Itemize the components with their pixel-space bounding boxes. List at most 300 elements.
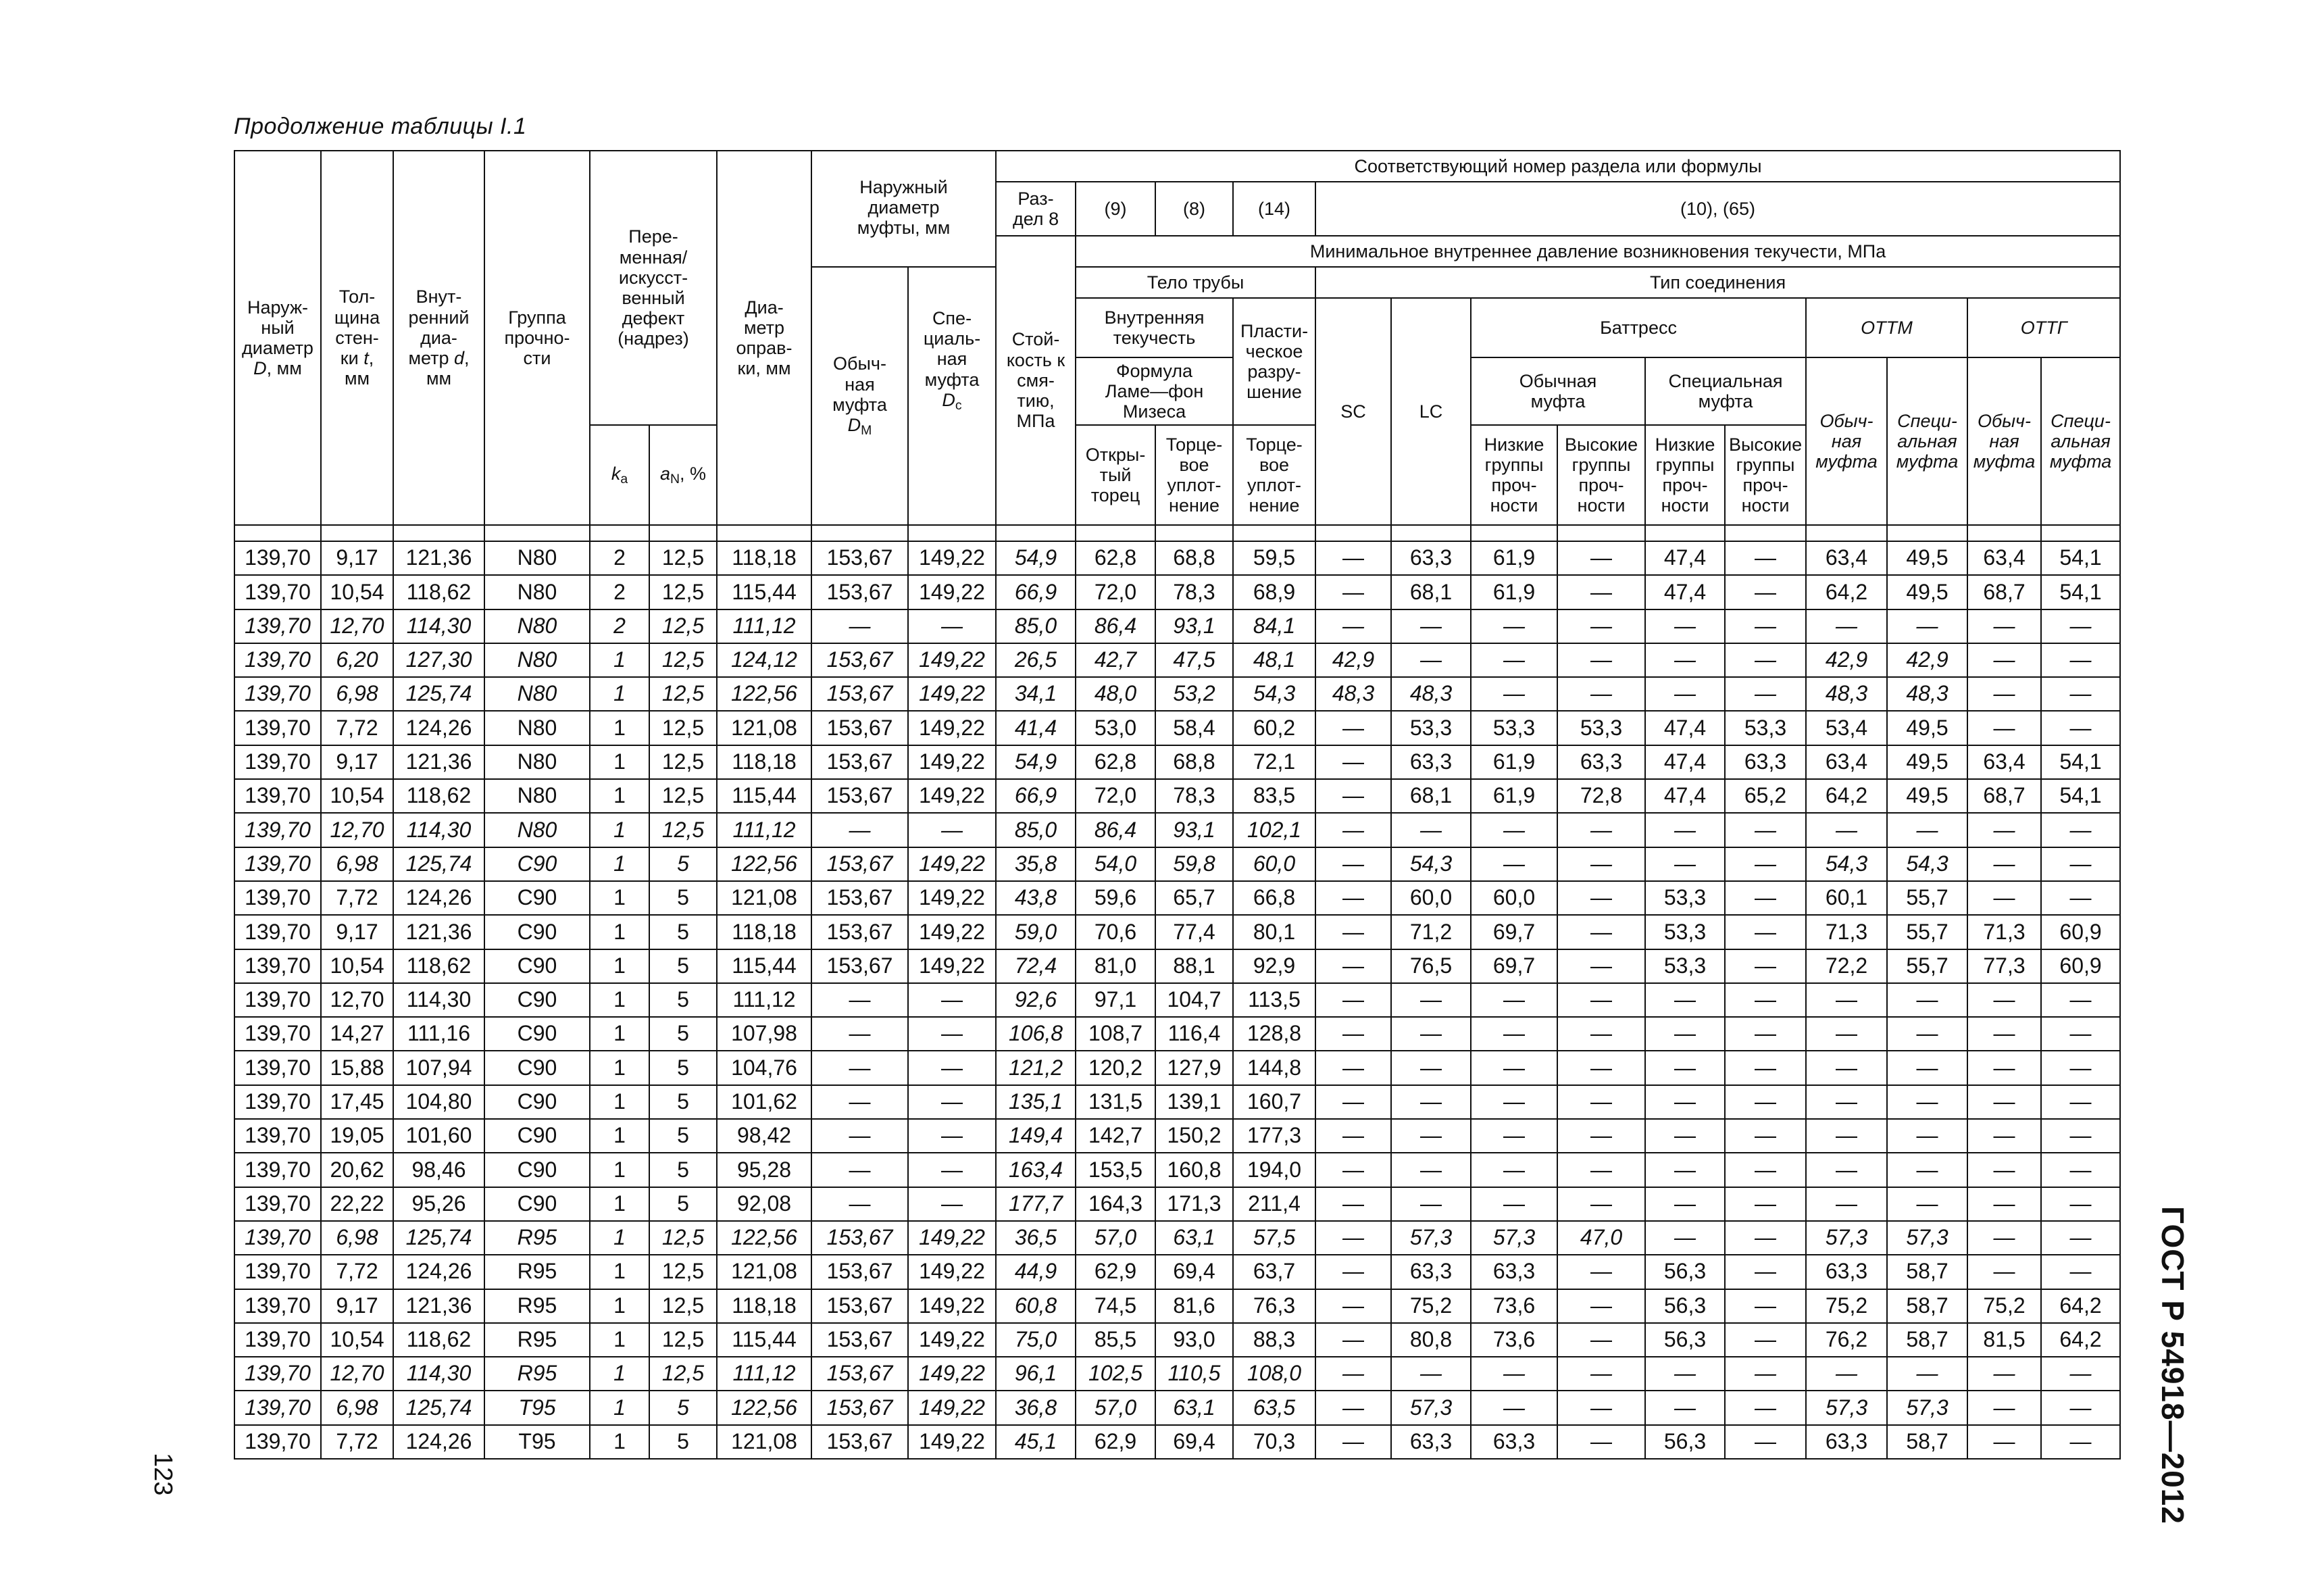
table-cell: — <box>811 609 908 643</box>
table-cell: — <box>1471 609 1557 643</box>
table-cell: 121,36 <box>393 1289 484 1323</box>
table-cell: 153,67 <box>811 847 908 881</box>
table-cell: — <box>1887 1153 1967 1187</box>
table-cell: 68,1 <box>1391 575 1471 609</box>
table-cell: 49,5 <box>1887 745 1967 779</box>
col-wall-thickness: Тол- щина стен- ки t, мм <box>321 151 393 525</box>
table-cell: 153,67 <box>811 1425 908 1459</box>
table-cell: 5 <box>649 1085 717 1119</box>
col-buttress-spec-high: Высокие группы проч- ности <box>1725 425 1806 525</box>
table-cell: 93,1 <box>1155 609 1233 643</box>
table-cell: 149,22 <box>908 1323 996 1357</box>
table-cell: 149,22 <box>908 1425 996 1459</box>
table-cell: 60,1 <box>1806 881 1887 915</box>
table-cell: 149,22 <box>908 779 996 813</box>
table-cell: — <box>1725 1119 1806 1153</box>
table-cell: 118,62 <box>393 949 484 983</box>
table-cell: — <box>1645 677 1725 711</box>
table-cell: — <box>1315 711 1391 745</box>
col-collapse: Стой- кость к смя- тию, МПа <box>996 236 1076 525</box>
table-cell: 63,4 <box>1967 745 2041 779</box>
table-cell: 59,8 <box>1155 847 1233 881</box>
table-cell: 61,9 <box>1471 541 1557 575</box>
table-cell: 12,5 <box>649 779 717 813</box>
table-cell: 72,2 <box>1806 949 1887 983</box>
table-cell: — <box>1725 813 1806 847</box>
table-cell: R95 <box>484 1221 590 1255</box>
table-cell: — <box>811 1153 908 1187</box>
table-cell: — <box>1887 1357 1967 1391</box>
table-cell: 59,6 <box>1076 881 1155 915</box>
table-cell: — <box>1315 745 1391 779</box>
col-an: $a_N$, % <box>649 425 717 525</box>
table-row <box>234 1323 2120 1357</box>
table-cell: 153,67 <box>811 1391 908 1424</box>
col-pipe-body: Тело трубы <box>1076 267 1315 298</box>
table-cell: 47,4 <box>1645 745 1725 779</box>
col-sc: SC <box>1315 298 1391 525</box>
table-cell: 57,0 <box>1076 1391 1155 1424</box>
table-cell: 54,3 <box>1887 847 1967 881</box>
table-row <box>234 1289 2120 1323</box>
table-cell: 63,3 <box>1391 541 1471 575</box>
table-cell: 1 <box>590 745 649 779</box>
table-cell: 114,30 <box>393 983 484 1017</box>
table-cell: 47,0 <box>1557 1221 1645 1255</box>
col-ottm-spec: Специ- альная муфта <box>1887 357 1967 525</box>
table-cell: 60,2 <box>1233 711 1315 745</box>
table-cell: 88,1 <box>1155 949 1233 983</box>
table-cell: 80,8 <box>1391 1323 1471 1357</box>
table-cell: 53,3 <box>1645 949 1725 983</box>
table-cell: T95 <box>484 1425 590 1459</box>
table-cell: 124,12 <box>717 643 811 677</box>
table-cell: 6,98 <box>321 1221 393 1255</box>
table-row <box>234 711 2120 745</box>
table-cell: — <box>2041 813 2120 847</box>
table-cell: 74,5 <box>1076 1289 1155 1323</box>
table-cell: 5 <box>649 1391 717 1424</box>
table-cell: 48,3 <box>1391 677 1471 711</box>
table-cell: 63,5 <box>1233 1391 1315 1424</box>
table-cell: — <box>1557 1187 1645 1221</box>
table-cell: — <box>1471 813 1557 847</box>
table-cell: C90 <box>484 1085 590 1119</box>
col-plastic: Пласти- ческое разру- шение <box>1233 298 1315 425</box>
table-row <box>234 1187 2120 1221</box>
table-cell: R95 <box>484 1289 590 1323</box>
table-cell: 63,3 <box>1806 1255 1887 1289</box>
table-cell: — <box>1391 983 1471 1017</box>
table-cell: — <box>1645 1085 1725 1119</box>
table-cell: 76,2 <box>1806 1323 1887 1357</box>
table-cell: N80 <box>484 745 590 779</box>
table-cell: 98,46 <box>393 1153 484 1187</box>
table-cell: — <box>1391 643 1471 677</box>
table-cell: 118,62 <box>393 1323 484 1357</box>
table-cell: 121,36 <box>393 541 484 575</box>
table-cell: 69,7 <box>1471 915 1557 949</box>
table-cell: — <box>1645 1051 1725 1084</box>
table-cell: — <box>1887 983 1967 1017</box>
table-cell: 62,8 <box>1076 541 1155 575</box>
table-cell: 41,4 <box>996 711 1076 745</box>
table-cell: — <box>1315 1255 1391 1289</box>
table-cell: 5 <box>649 881 717 915</box>
table-cell: 19,05 <box>321 1119 393 1153</box>
table-cell: 149,22 <box>908 677 996 711</box>
table-cell: 58,7 <box>1887 1323 1967 1357</box>
table-cell: — <box>1557 1153 1645 1187</box>
table-cell: — <box>1725 1255 1806 1289</box>
table-cell: — <box>1315 983 1391 1017</box>
table-cell: — <box>1315 915 1391 949</box>
table-cell: 7,72 <box>321 1425 393 1459</box>
table-cell: — <box>1315 609 1391 643</box>
table-cell: 53,3 <box>1471 711 1557 745</box>
table-row <box>234 1425 2120 1459</box>
table-cell: 64,2 <box>1806 575 1887 609</box>
table-cell: 125,74 <box>393 1391 484 1424</box>
table-cell: 118,18 <box>717 745 811 779</box>
table-cell: — <box>1471 847 1557 881</box>
table-cell: 139,70 <box>234 745 321 779</box>
table-cell: C90 <box>484 1051 590 1084</box>
table-cell: 107,94 <box>393 1051 484 1084</box>
table-cell: 63,4 <box>1967 541 2041 575</box>
table-cell: — <box>1967 1051 2041 1084</box>
table-cell: — <box>1645 813 1725 847</box>
table-cell: 114,30 <box>393 813 484 847</box>
table-cell: 149,22 <box>908 745 996 779</box>
table-cell: 1 <box>590 677 649 711</box>
table-cell: 5 <box>649 949 717 983</box>
table-cell: 149,22 <box>908 711 996 745</box>
table-cell: 75,2 <box>1967 1289 2041 1323</box>
table-cell: — <box>1806 1357 1887 1391</box>
table-cell: — <box>1557 983 1645 1017</box>
table-cell: 1 <box>590 1255 649 1289</box>
table-cell: — <box>1315 1391 1391 1424</box>
table-cell: 78,3 <box>1155 575 1233 609</box>
table-row <box>234 575 2120 609</box>
table-cell: — <box>1725 1221 1806 1255</box>
table-cell: 71,3 <box>1967 915 2041 949</box>
table-cell: 139,70 <box>234 677 321 711</box>
table-cell: — <box>2041 1221 2120 1255</box>
table-cell: 115,44 <box>717 779 811 813</box>
table-cell: — <box>1806 1119 1887 1153</box>
table-cell: — <box>1645 1187 1725 1221</box>
table-cell: — <box>1967 1357 2041 1391</box>
table-cell: — <box>2041 1391 2120 1424</box>
table-cell: — <box>1391 609 1471 643</box>
table-cell: 153,67 <box>811 643 908 677</box>
table-cell: C90 <box>484 847 590 881</box>
table-cell: 139,70 <box>234 643 321 677</box>
table-cell: 63,4 <box>1806 541 1887 575</box>
table-cell: 69,7 <box>1471 949 1557 983</box>
table-cell: 139,70 <box>234 1289 321 1323</box>
table-cell: 86,4 <box>1076 813 1155 847</box>
table-cell: 102,5 <box>1076 1357 1155 1391</box>
table-cell: N80 <box>484 541 590 575</box>
table-cell: 43,8 <box>996 881 1076 915</box>
table-row <box>234 881 2120 915</box>
col-end-seal-plastic: Торце- вое уплот- нение <box>1233 425 1315 525</box>
table-cell: 177,7 <box>996 1187 1076 1221</box>
table-cell: 150,2 <box>1155 1119 1233 1153</box>
data-table <box>234 150 2121 1460</box>
table-row <box>234 1221 2120 1255</box>
table-cell: 56,3 <box>1645 1255 1725 1289</box>
table-cell: 111,12 <box>717 1357 811 1391</box>
table-cell: 7,72 <box>321 1255 393 1289</box>
table-cell: 48,3 <box>1315 677 1391 711</box>
table-cell: — <box>1645 1017 1725 1051</box>
table-cell: — <box>1391 1187 1471 1221</box>
table-cell: 53,0 <box>1076 711 1155 745</box>
table-cell: — <box>1557 1255 1645 1289</box>
table-cell: — <box>1806 1017 1887 1051</box>
table-row <box>234 983 2120 1017</box>
table-cell: 113,5 <box>1233 983 1315 1017</box>
table-cell: 81,5 <box>1967 1323 2041 1357</box>
table-cell: 53,2 <box>1155 677 1233 711</box>
table-cell: 163,4 <box>996 1153 1076 1187</box>
table-cell: 1 <box>590 1051 649 1084</box>
col-f14: (14) <box>1233 182 1315 236</box>
table-cell: 54,1 <box>2041 541 2120 575</box>
table-cell: 177,3 <box>1233 1119 1315 1153</box>
table-cell: — <box>1725 915 1806 949</box>
table-cell: 36,5 <box>996 1221 1076 1255</box>
table-cell: R95 <box>484 1357 590 1391</box>
table-cell: 12,5 <box>649 1323 717 1357</box>
table-cell: 153,67 <box>811 915 908 949</box>
table-cell: 66,9 <box>996 575 1076 609</box>
table-row <box>234 677 2120 711</box>
table-cell: 139,70 <box>234 1119 321 1153</box>
table-cell: 1 <box>590 1391 649 1424</box>
table-cell: 55,7 <box>1887 881 1967 915</box>
table-cell: 92,6 <box>996 983 1076 1017</box>
table-cell: 1 <box>590 1153 649 1187</box>
table-cell: 6,98 <box>321 1391 393 1424</box>
table-cell: 34,1 <box>996 677 1076 711</box>
table-cell: 153,67 <box>811 1323 908 1357</box>
table-cell: 1 <box>590 1085 649 1119</box>
table-cell: 49,5 <box>1887 575 1967 609</box>
table-cell: — <box>1315 1357 1391 1391</box>
table-cell: 53,3 <box>1557 711 1645 745</box>
table-cell: — <box>2041 1255 2120 1289</box>
col-outer-diameter <box>234 151 321 525</box>
table-cell: 76,5 <box>1391 949 1471 983</box>
table-cell: 63,3 <box>1391 745 1471 779</box>
table-cell: 107,98 <box>717 1017 811 1051</box>
table-cell: — <box>1557 813 1645 847</box>
table-cell: — <box>1645 1153 1725 1187</box>
table-cell: — <box>1967 813 2041 847</box>
table-cell: — <box>1887 1051 1967 1084</box>
table-cell: 12,5 <box>649 1289 717 1323</box>
table-cell: — <box>811 983 908 1017</box>
table-cell: 5 <box>649 983 717 1017</box>
table-cell: — <box>2041 1357 2120 1391</box>
table-cell: — <box>908 609 996 643</box>
table-cell: 12,5 <box>649 813 717 847</box>
table-cell: 95,26 <box>393 1187 484 1221</box>
table-cell: 101,60 <box>393 1119 484 1153</box>
table-cell: 9,17 <box>321 1289 393 1323</box>
table-cell: — <box>1315 1187 1391 1221</box>
table-cell: 125,74 <box>393 1221 484 1255</box>
table-cell: 68,7 <box>1967 779 2041 813</box>
table-cell: 139,70 <box>234 1153 321 1187</box>
table-cell: — <box>1967 1187 2041 1221</box>
table-cell: 72,0 <box>1076 779 1155 813</box>
table-cell: 149,4 <box>996 1119 1076 1153</box>
table-cell: 121,08 <box>717 1255 811 1289</box>
table-cell: — <box>1725 1085 1806 1119</box>
table-cell: 68,9 <box>1233 575 1315 609</box>
table-cell: — <box>1315 1017 1391 1051</box>
table-cell: 149,22 <box>908 949 996 983</box>
table-cell: 118,62 <box>393 575 484 609</box>
table-cell: N80 <box>484 779 590 813</box>
table-cell: N80 <box>484 643 590 677</box>
table-cell: 63,7 <box>1233 1255 1315 1289</box>
table-cell: 120,2 <box>1076 1051 1155 1084</box>
table-caption: Продолжение таблицы I.1 <box>234 114 527 139</box>
table-cell: 142,7 <box>1076 1119 1155 1153</box>
table-cell: 63,3 <box>1471 1255 1557 1289</box>
table-cell: 81,6 <box>1155 1289 1233 1323</box>
table-cell: 12,5 <box>649 677 717 711</box>
table-cell: — <box>2041 1425 2120 1459</box>
table-cell: 121,08 <box>717 881 811 915</box>
table-cell: 83,5 <box>1233 779 1315 813</box>
col-ka: $k_a$ <box>590 425 649 525</box>
table-cell: N80 <box>484 575 590 609</box>
table-cell: 93,0 <box>1155 1323 1233 1357</box>
table-cell: — <box>1315 1221 1391 1255</box>
table-cell: 56,3 <box>1645 1323 1725 1357</box>
table-cell: 98,42 <box>717 1119 811 1153</box>
table-cell: N80 <box>484 711 590 745</box>
table-cell: — <box>1725 1017 1806 1051</box>
table-cell: 12,5 <box>649 609 717 643</box>
table-cell: 6,98 <box>321 847 393 881</box>
table-cell: 47,4 <box>1645 575 1725 609</box>
table-cell: — <box>1315 1425 1391 1459</box>
table-cell: 153,67 <box>811 711 908 745</box>
table-cell: 60,0 <box>1471 881 1557 915</box>
table-cell: 48,0 <box>1076 677 1155 711</box>
table-cell: 149,22 <box>908 915 996 949</box>
table-cell: R95 <box>484 1323 590 1357</box>
table-cell: 125,74 <box>393 677 484 711</box>
table-cell: 65,7 <box>1155 881 1233 915</box>
table-cell: 7,72 <box>321 711 393 745</box>
table-cell: 124,26 <box>393 711 484 745</box>
table-cell: 12,5 <box>649 575 717 609</box>
table-cell: — <box>2041 711 2120 745</box>
table-cell: 139,70 <box>234 1255 321 1289</box>
table-cell: — <box>2041 1017 2120 1051</box>
table-cell: — <box>1557 1391 1645 1424</box>
table-cell: 35,8 <box>996 847 1076 881</box>
table-cell: — <box>1557 1051 1645 1084</box>
table-cell: — <box>1725 1425 1806 1459</box>
table-cell: — <box>811 1187 908 1221</box>
table-cell: 139,70 <box>234 1085 321 1119</box>
table-cell: — <box>1887 813 1967 847</box>
table-cell: 1 <box>590 813 649 847</box>
table-cell: 86,4 <box>1076 609 1155 643</box>
col-end-seal: Торце- вое уплот- нение <box>1155 425 1233 525</box>
table-cell: 70,3 <box>1233 1425 1315 1459</box>
table-cell: 57,3 <box>1887 1221 1967 1255</box>
table-cell: 149,22 <box>908 541 996 575</box>
table-cell: 139,70 <box>234 779 321 813</box>
col-lc: LC <box>1391 298 1471 525</box>
table-cell: 1 <box>590 1221 649 1255</box>
table-cell: — <box>1806 983 1887 1017</box>
table-cell: 63,1 <box>1155 1391 1233 1424</box>
table-cell: — <box>1645 1357 1725 1391</box>
col-ottg-reg: Обыч- ная муфта <box>1967 357 2041 525</box>
col-ottg-spec: Специ- альная муфта <box>2041 357 2120 525</box>
table-cell: 139,70 <box>234 983 321 1017</box>
table-cell: 149,22 <box>908 575 996 609</box>
table-cell: 2 <box>590 609 649 643</box>
table-cell: — <box>811 1017 908 1051</box>
table-cell: 122,56 <box>717 1221 811 1255</box>
table-cell: — <box>1391 1085 1471 1119</box>
table-cell: 54,3 <box>1233 677 1315 711</box>
table-cell: 68,1 <box>1391 779 1471 813</box>
table-cell: 57,3 <box>1806 1221 1887 1255</box>
table-cell: 64,2 <box>1806 779 1887 813</box>
table-cell: — <box>1315 1153 1391 1187</box>
table-cell: 85,5 <box>1076 1323 1155 1357</box>
table-cell: — <box>1557 1085 1645 1119</box>
table-cell: 12,5 <box>649 711 717 745</box>
table-cell: 9,17 <box>321 541 393 575</box>
table-row <box>234 813 2120 847</box>
table-cell: — <box>2041 609 2120 643</box>
table-cell: — <box>1967 847 2041 881</box>
col-ottg: ОТТГ <box>1967 298 2120 357</box>
col-ottm-reg: Обыч- ная муфта <box>1806 357 1887 525</box>
table-cell: 5 <box>649 1187 717 1221</box>
table-cell: 57,5 <box>1233 1221 1315 1255</box>
table-cell: N80 <box>484 813 590 847</box>
table-cell: 75,2 <box>1391 1289 1471 1323</box>
table-cell: 12,5 <box>649 1221 717 1255</box>
table-row <box>234 541 2120 575</box>
table-cell: — <box>1725 1187 1806 1221</box>
table-cell: 135,1 <box>996 1085 1076 1119</box>
table-cell: 72,1 <box>1233 745 1315 779</box>
table-body <box>234 525 2120 1459</box>
table-cell: — <box>1471 1187 1557 1221</box>
table-cell: — <box>1967 983 2041 1017</box>
table-cell: — <box>1315 779 1391 813</box>
table-cell: 153,67 <box>811 1289 908 1323</box>
